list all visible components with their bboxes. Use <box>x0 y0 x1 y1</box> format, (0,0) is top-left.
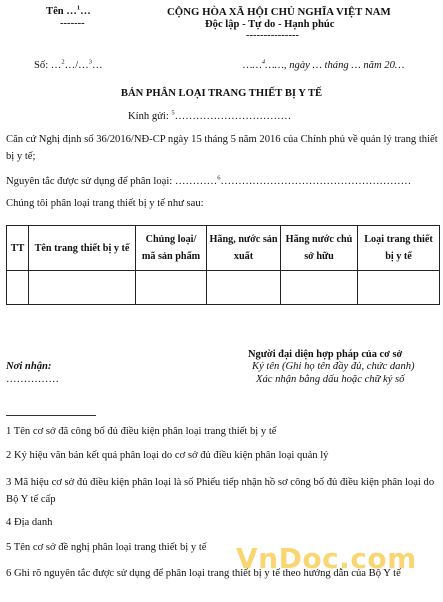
footnote-5: 5 Tên cơ sở đề nghị phân loại trang thiết bị y tế <box>6 542 207 553</box>
table-header-cell: Hãng, nước sản xuất <box>207 226 281 271</box>
table-intro: Chúng tôi phân loại trang thiết bị y tế như sau: <box>6 198 204 209</box>
table-header-cell: Hãng nước chủ sở hữu <box>281 226 358 271</box>
table-header-cell: TT <box>7 226 29 271</box>
footnote-4: 4 Địa danh <box>6 517 53 528</box>
footnote-3: 3 Mã hiệu cơ sở đủ điều kiện phân loại là số Phiếu tiếp nhận hồ sơ công bố đủ điều kiện phân loại do Bộ Y tế cấp <box>6 477 435 505</box>
greeting: Kính gửi: $^5$…………………………… <box>128 109 292 122</box>
table-header-row <box>7 226 440 271</box>
representative-title: Người đại diện hợp pháp của cơ sở <box>248 349 403 360</box>
table-cell[interactable] <box>207 271 281 305</box>
table-cell[interactable] <box>7 271 29 305</box>
table-cell[interactable] <box>136 271 207 305</box>
footnote-1: 1 Tên cơ sở đã công bố đủ điều kiện phân loại trang thiết bị y tế <box>6 426 277 437</box>
table-header-cell: Tên trang thiết bị y tế <box>29 226 136 271</box>
motto: Độc lập - Tự do - Hạnh phúc <box>205 19 335 30</box>
table-header-cell: Chủng loại/ mã sản phẩm <box>136 226 207 271</box>
table-cell[interactable] <box>29 271 136 305</box>
issuer-name: Tên …$^1$… <box>46 4 91 17</box>
sign-note-name: Ký tên (Ghi họ tên đầy đủ, chức danh) <box>252 361 415 372</box>
document-date: ……$^4$……, ngày … tháng … năm 20… <box>243 58 405 71</box>
sign-note-seal: Xác nhận bằng dấu hoặc chữ ký số <box>256 374 405 385</box>
footnote-6: 6 Ghi rõ nguyên tắc được sử dụng để phân loại trang thiết bị y tế theo hướng dẫn của Bộ Y tế <box>6 568 401 579</box>
national-title: CỘNG HÒA XÃ HỘI CHỦ NGHĨA VIỆT NAM <box>167 6 391 18</box>
recipients-dots: …………… <box>6 374 59 385</box>
table-cell[interactable] <box>281 271 358 305</box>
table-cell[interactable] <box>358 271 440 305</box>
motto-rule: --------------- <box>246 30 299 41</box>
classification-principle: Nguyên tắc được sử dụng để phân loại: …………$^6$……………………………………………… <box>6 174 412 187</box>
footnote-2: 2 Ký hiệu văn bản kết quả phân loại do cơ sở đủ điều kiện phân loại quản lý <box>6 450 329 461</box>
legal-basis: Căn cứ Nghị định số 36/2016/NĐ-CP ngày 15 tháng 5 năm 2016 của Chính phủ về quản lý trang thiết bị y tế; <box>6 134 438 162</box>
vndoc-watermark-logo: VnDoc.com <box>236 542 417 575</box>
footnote-separator <box>6 415 96 416</box>
issuer-rule: ------- <box>60 18 85 29</box>
classification-table <box>6 225 440 305</box>
table-row <box>7 271 440 305</box>
document-number: Số: …$^2$…/…$^3$… <box>34 58 103 71</box>
document-title: BẢN PHÂN LOẠI TRANG THIẾT BỊ Y TẾ <box>120 88 323 99</box>
recipients-label: Nơi nhận: <box>6 361 52 372</box>
table-header-cell: Loại trang thiết bị y tế <box>358 226 440 271</box>
